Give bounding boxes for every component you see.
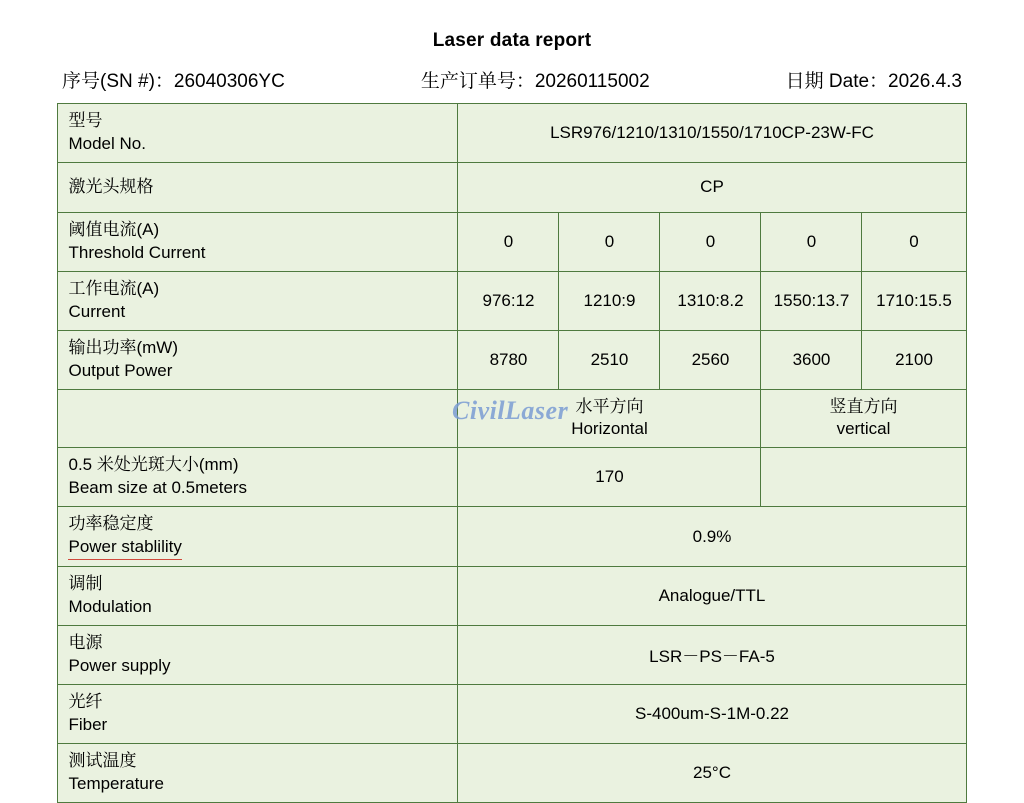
label-en: Threshold Current [68, 242, 206, 262]
table-row [58, 448, 966, 507]
label-en: Power supply [68, 655, 171, 675]
label-cn: 功率稳定度 [68, 514, 154, 534]
label-en: Fiber [68, 714, 108, 734]
header-horizontal [458, 389, 761, 448]
label-cn: 测试温度 [68, 750, 137, 770]
table-row [58, 389, 966, 448]
table-row [58, 626, 966, 685]
label-en: Output Power [68, 360, 173, 380]
serial-number: 序号(SN #)：26040306YC [62, 71, 285, 92]
table-row [58, 507, 966, 567]
row-label-head-spec [58, 162, 458, 212]
value-temperature: 25°C [458, 743, 966, 802]
value-output-power-5: 2100 [862, 330, 966, 389]
label-cn: 输出功率(mW) [68, 337, 179, 357]
header-vertical-cn: 竖直方向 [829, 396, 898, 416]
value-output-power-2: 2510 [559, 330, 660, 389]
laser-data-table [57, 103, 966, 803]
label-en: Temperature [68, 773, 164, 793]
label-cn: 激光头规格 [68, 176, 154, 196]
table-row [58, 567, 966, 626]
row-label-beam-size [58, 448, 458, 507]
document-meta [0, 52, 1024, 103]
header-vertical [761, 389, 966, 448]
row-label-threshold-current [58, 212, 458, 271]
row-label-current [58, 271, 458, 330]
row-label-modulation [58, 567, 458, 626]
row-label-model [58, 104, 458, 163]
row-label-output-power [58, 330, 458, 389]
table-row [58, 684, 966, 743]
value-current-5: 1710:15.5 [862, 271, 966, 330]
value-output-power-4: 3600 [761, 330, 862, 389]
value-power-stability: 0.9% [458, 507, 966, 567]
row-label-temperature [58, 743, 458, 802]
label-cn: 电源 [68, 633, 103, 652]
value-threshold-3: 0 [660, 212, 761, 271]
header-horizontal-en: Horizontal [571, 419, 648, 439]
value-threshold-5: 0 [862, 212, 966, 271]
row-label-power-stability [58, 507, 458, 567]
row-label-empty [58, 389, 458, 448]
value-power-supply: LSR－PS－FA-5 [458, 626, 966, 685]
value-current-4: 1550:13.7 [761, 271, 862, 330]
table-row [58, 743, 966, 802]
production-order-number: 生产订单号：20260115002 [420, 71, 650, 92]
label-cn: 工作电流(A) [68, 278, 160, 298]
table-row [58, 271, 966, 330]
table-row [58, 104, 966, 163]
value-threshold-1: 0 [458, 212, 559, 271]
value-current-2: 1210:9 [559, 271, 660, 330]
value-threshold-4: 0 [761, 212, 862, 271]
value-current-3: 1310:8.2 [660, 271, 761, 330]
value-current-1: 976:12 [458, 271, 559, 330]
value-beam-size-vertical [761, 448, 966, 507]
header-horizontal-cn: 水平方向 [575, 396, 644, 416]
table-row [58, 162, 966, 212]
page-title: Laser data report [432, 30, 592, 51]
header-vertical-en: vertical [836, 419, 891, 439]
watermark-civillaser: CivilLaser [452, 396, 569, 425]
value-fiber: S-400um-S-1M-0.22 [458, 684, 966, 743]
label-en: Modulation [68, 597, 152, 617]
value-modulation: Analogue/TTL [458, 567, 966, 626]
value-head-spec: CP [458, 162, 966, 212]
row-label-power-supply [58, 626, 458, 685]
label-cn: 调制 [68, 574, 103, 594]
label-cn: 光纤 [68, 691, 103, 711]
value-output-power-3: 2560 [660, 330, 761, 389]
report-date: 日期 Date：2026.4.3 [785, 71, 962, 92]
value-threshold-2: 0 [559, 212, 660, 271]
value-beam-size-horizontal: 170 [458, 448, 761, 507]
value-output-power-1: 8780 [458, 330, 559, 389]
label-en: Power stablility [68, 536, 181, 560]
table-row [58, 212, 966, 271]
label-cn: 0.5 米处光斑大小(mm) [68, 455, 239, 475]
label-en: Current [68, 301, 126, 321]
label-en: Beam size at 0.5meters [68, 478, 248, 498]
value-model: LSR976/1210/1310/1550/1710CP-23W-FC [458, 104, 966, 163]
row-label-fiber [58, 684, 458, 743]
table-row [58, 330, 966, 389]
label-cn: 阈值电流(A) [68, 219, 160, 239]
label-cn: 型号 [68, 111, 103, 130]
label-en: Model No. [68, 133, 146, 153]
